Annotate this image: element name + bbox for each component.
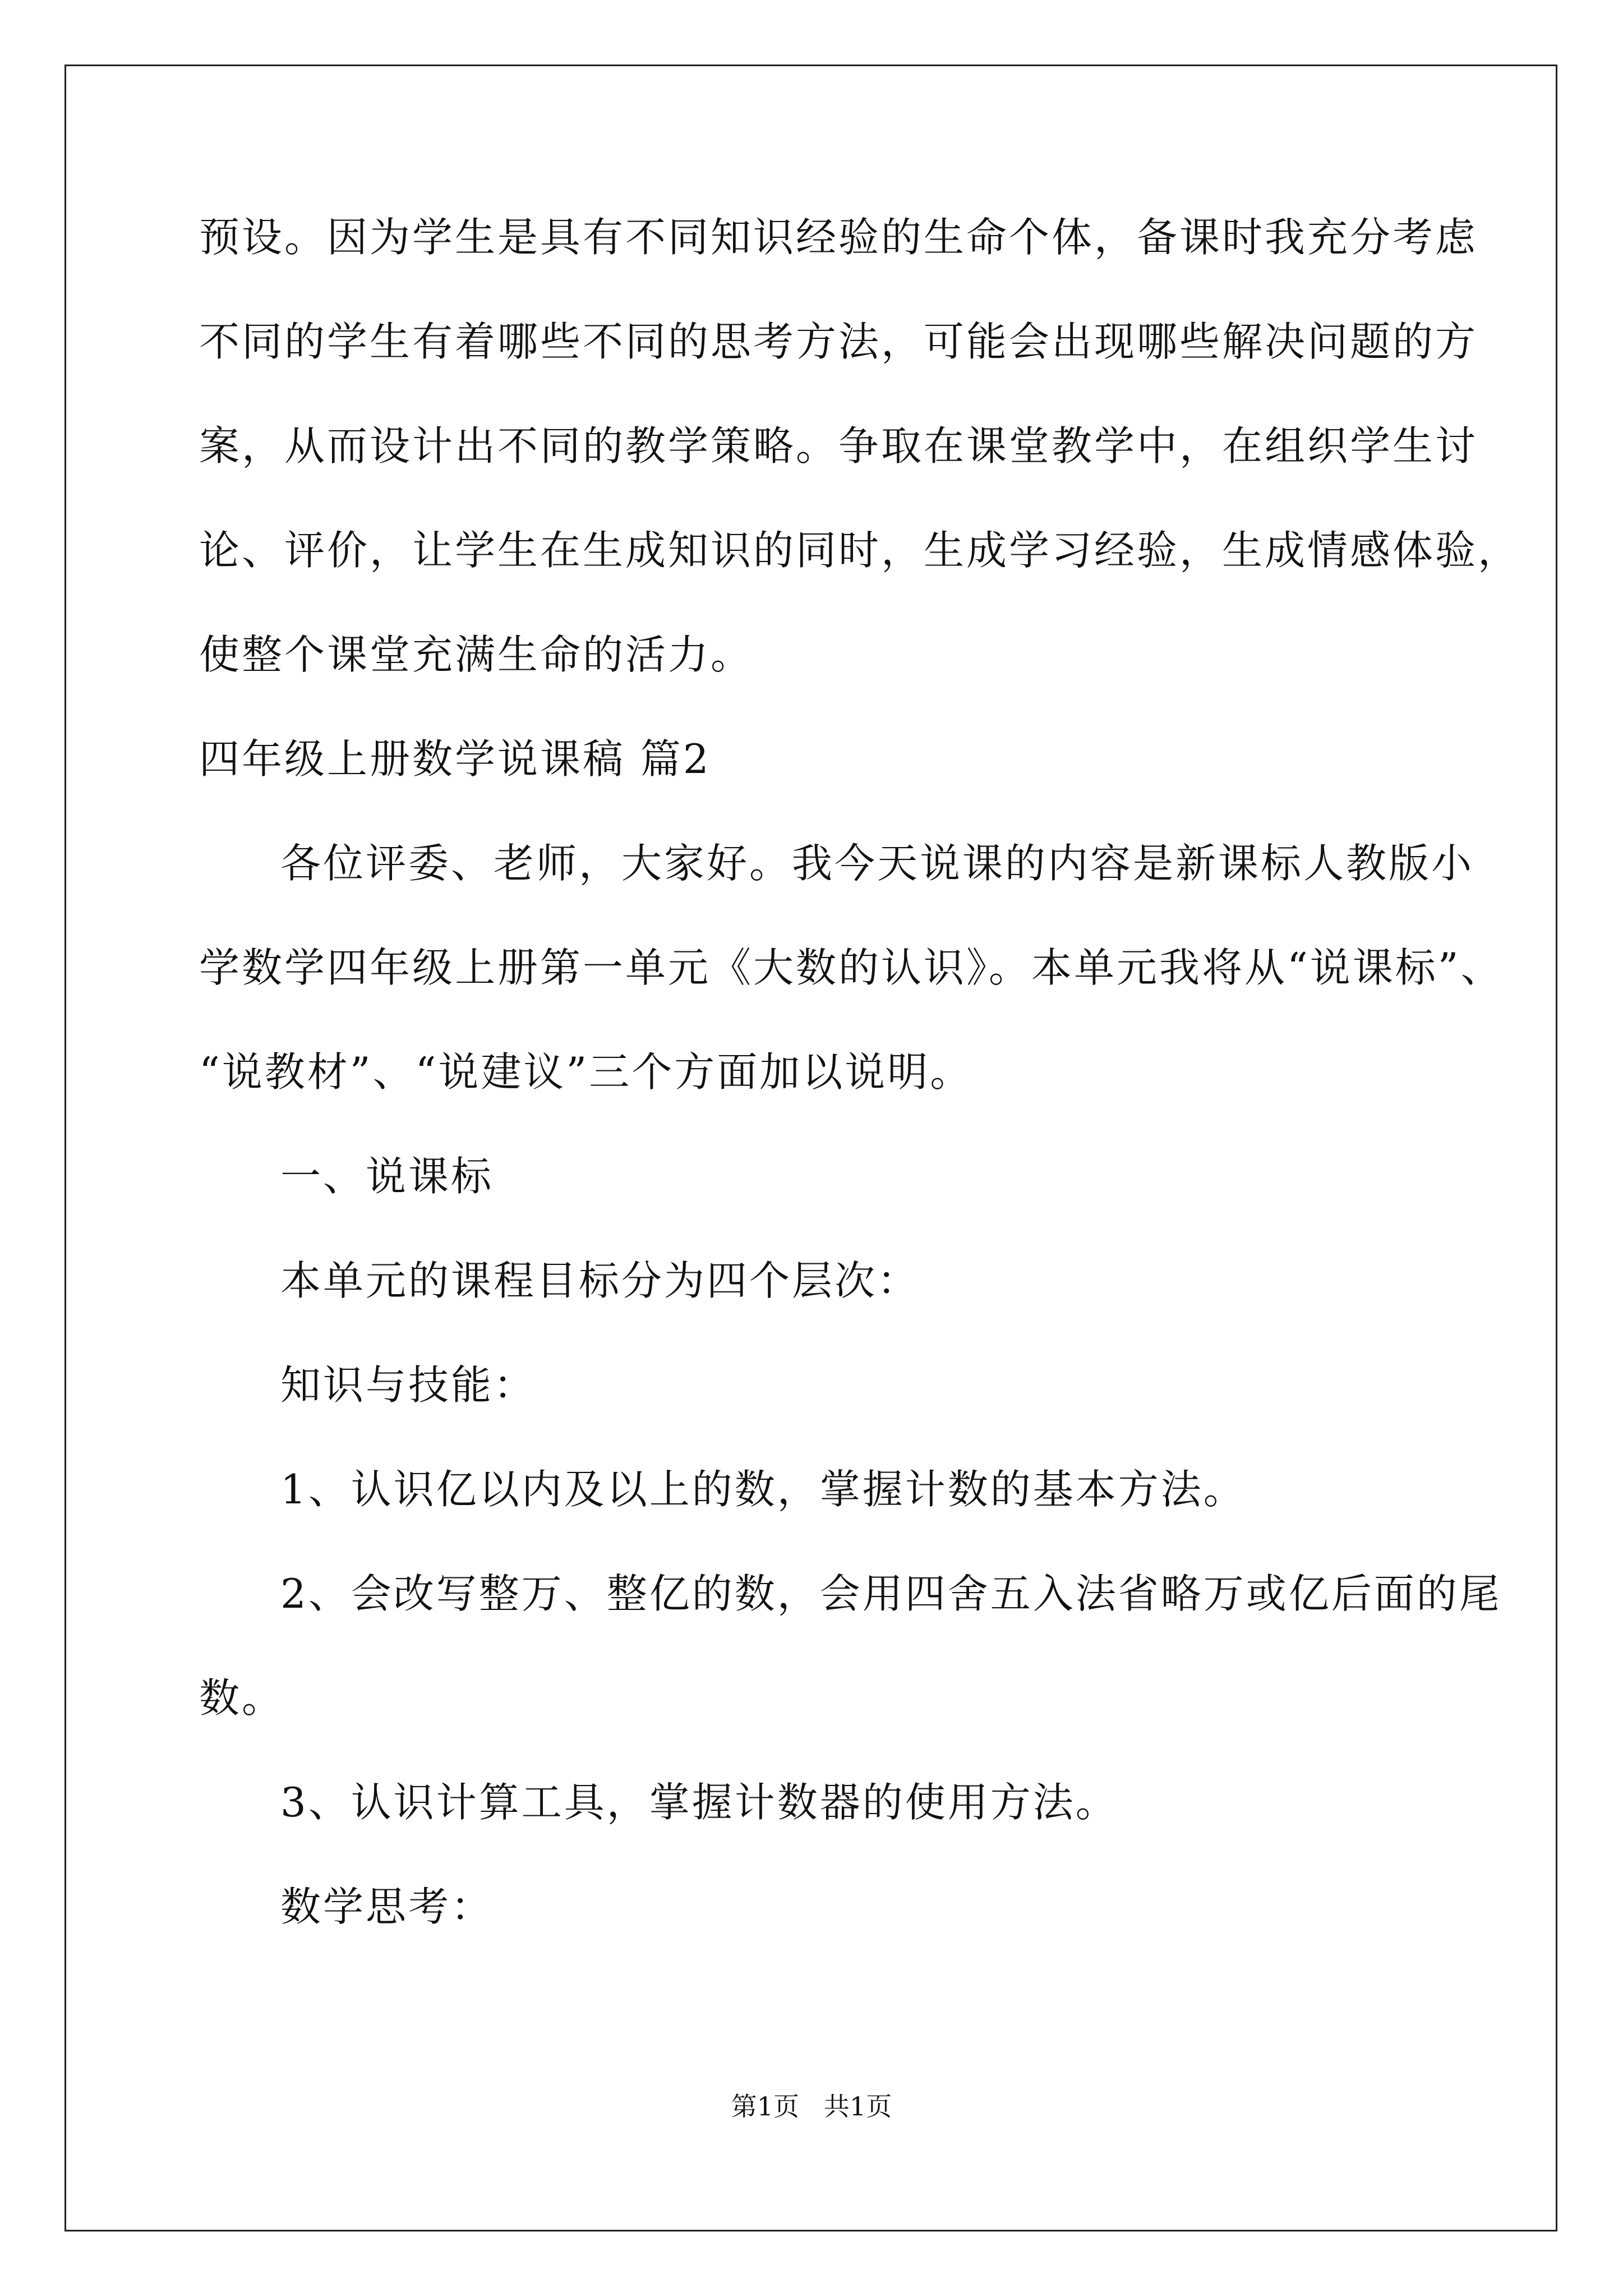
- page-footer: 第1页 共1页: [731, 2091, 892, 2122]
- paragraph-line: 本单元的课程目标分为四个层次：: [280, 1257, 920, 1304]
- subheading: 数学思考：: [280, 1883, 494, 1930]
- paragraph-line: “说教材”、“说建议”三个方面加以说明。: [199, 1048, 973, 1096]
- paragraph-line: 各位评委、老师，大家好。我今天说课的内容是新课标人教版小: [280, 840, 1474, 887]
- paragraph-line: 不同的学生有着哪些不同的思考方法，可能会出现哪些解决问题的方: [199, 318, 1478, 365]
- paragraph-line: 预设。因为学生是具有不同知识经验的生命个体，备课时我充分考虑: [199, 214, 1478, 261]
- paragraph-line: 学数学四年级上册第一单元《大数的认识》。本单元我将从“说课标”、: [199, 944, 1504, 991]
- paragraph-line: 使整个课堂充满生命的活力。: [199, 631, 754, 678]
- subheading: 一、说课标: [280, 1153, 494, 1200]
- subheading: 知识与技能：: [280, 1361, 537, 1409]
- list-item: 1、认识亿以内及以上的数，掌握计数的基本方法。: [280, 1466, 1246, 1513]
- paragraph-line: 数。: [199, 1674, 285, 1722]
- list-item: 3、认识计算工具，掌握计数器的使用方法。: [280, 1779, 1118, 1826]
- section-heading: 四年级上册数学说课稿 篇2: [199, 735, 711, 783]
- list-item: 2、会改写整万、整亿的数，会用四舍五入法省略万或亿后面的尾: [280, 1570, 1502, 1617]
- paragraph-line: 论、评价，让学生在生成知识的同时，生成学习经验，生成情感体验，: [199, 527, 1521, 574]
- paragraph-line: 案，从而设计出不同的教学策略。争取在课堂教学中，在组织学生讨: [199, 422, 1478, 470]
